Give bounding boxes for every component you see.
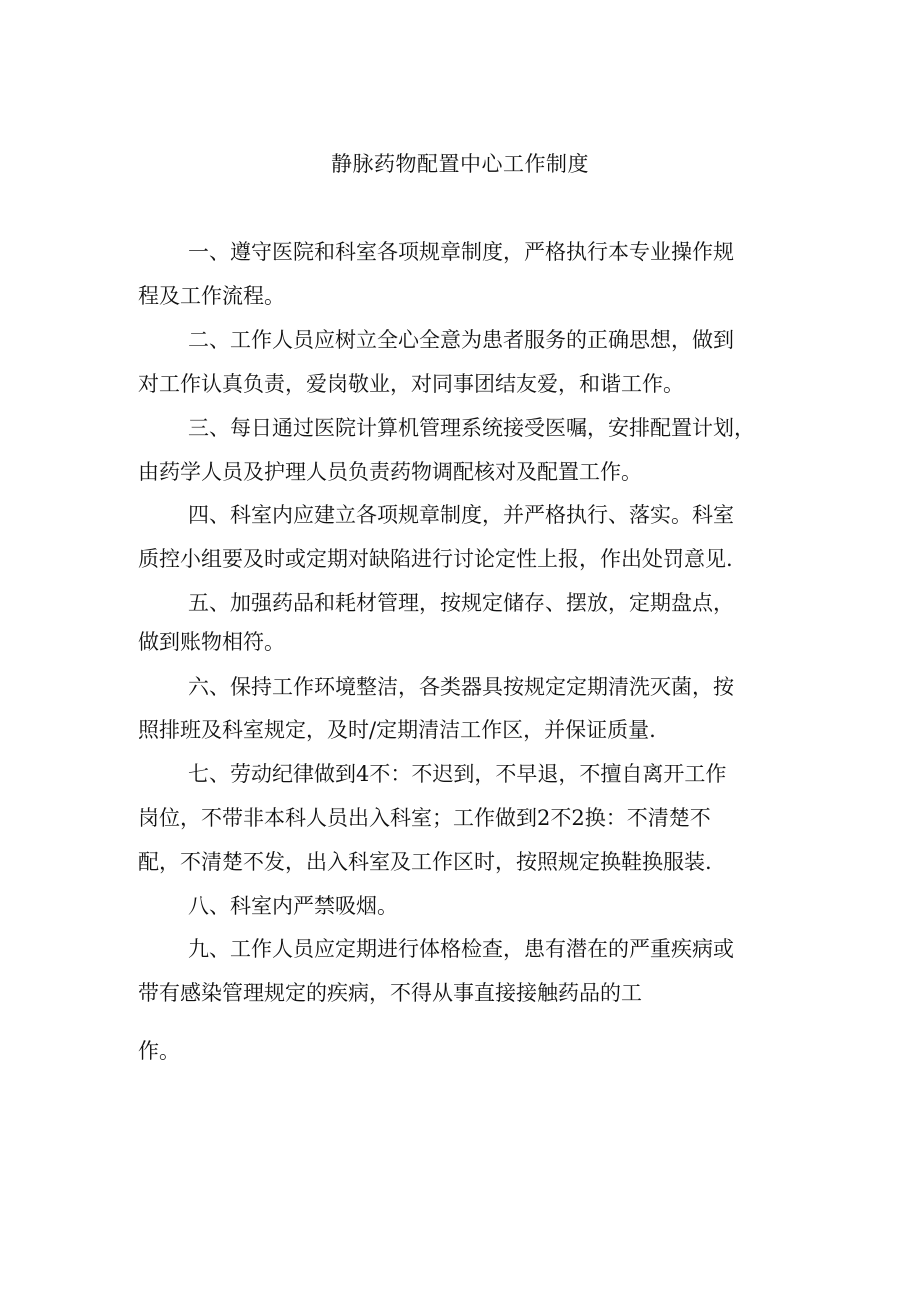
rule-4-line-2: 质控小组要及时或定期对缺陷进行讨论定性上报，作出处罚意见. [138,547,733,571]
rule-5-line-2: 做到账物相符。 [138,630,285,654]
rule-6-line-1: 六、保持工作环境整洁，各类器具按规定定期清洗灭菌，按 [188,675,734,699]
rule-7-line-2: 岗位，不带非本科人员出入科室；工作做到2不2换：不清楚不 [138,806,711,830]
rule-9-line-2: 带有感染管理规定的疾病，不得从事直接接触药品的工 [138,981,642,1005]
rule-8-line-1: 八、科室内严禁吸烟。 [188,894,398,918]
rule-6-line-2: 照排班及科室规定，及时/定期清洁工作区，并保证质量. [138,718,656,742]
rule-1-line-1: 一、遵守医院和科室各项规章制度，严格执行本专业操作规 [188,240,734,264]
rule-5-line-1: 五、加强药品和耗材管理，按规定储存、摆放，定期盘点， [188,591,734,615]
document-title: 静脉药物配置中心工作制度 [331,152,589,176]
rule-1-line-2: 程及工作流程。 [138,284,285,308]
rule-7-line-3: 配，不清楚不发，出入科室及工作区时，按照规定换鞋换服装. [138,850,712,874]
rule-7-line-1: 七、劳动纪律做到4不：不迟到，不早退，不擅自离开工作 [188,762,727,786]
rule-9-line-1: 九、工作人员应定期进行体格检查，患有潜在的严重疾病或 [188,937,734,961]
rule-9-line-3: 作。 [138,1039,180,1063]
rule-3-line-2: 由药学人员及护理人员负责药物调配核对及配置工作。 [138,460,642,484]
rule-3-line-1: 三、每日通过医院计算机管理系统接受医嘱，安排配置计划， [188,416,755,440]
rule-2-line-1: 二、工作人员应树立全心全意为患者服务的正确思想，做到 [188,328,734,352]
rule-4-line-1: 四、科室内应建立各项规章制度，并严格执行、落实。科室 [188,503,734,527]
rule-2-line-2: 对工作认真负责，爱岗敬业，对同事团结友爱，和谐工作。 [138,372,684,396]
